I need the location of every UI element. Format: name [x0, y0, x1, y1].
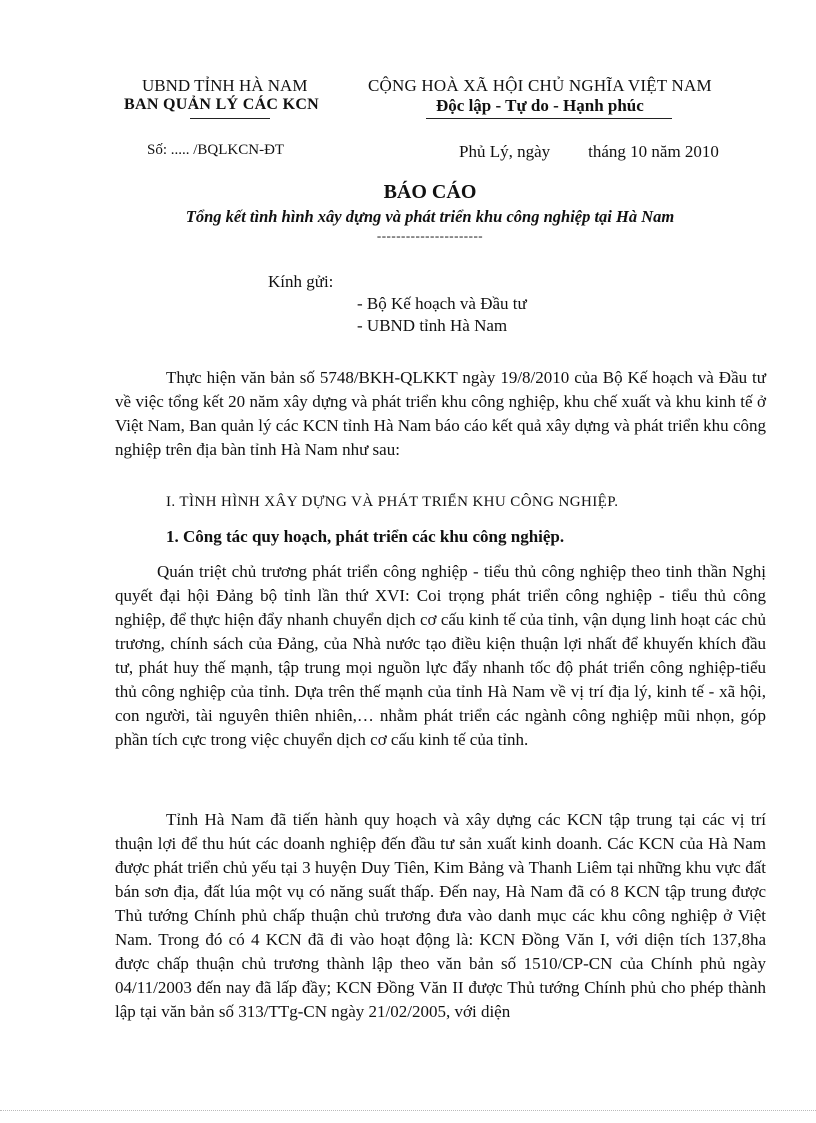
document-subtitle: Tổng kết tình hình xây dựng và phát triển khu công nghiệp tại Hà Nam	[185, 207, 675, 226]
body-paragraph: Tỉnh Hà Nam đã tiến hành quy hoạch và xây dựng các KCN tập trung tại các vị trí thuận lợi để thu hút các doanh nghiệp đến đầu tư sản xuất kinh doanh. Các KCN của Hà Nam được phát triển chủ yếu tại 3 huyện Duy Tiên, Kim Bảng và Thanh Liêm tại những khu vực đất bán sơn địa, đất lúa một vụ có năng suất thấp. Đến nay, Hà Nam đã có 8 KCN tập trung được Thủ tướng Chính phủ chấp thuận chủ trương đưa vào danh mục các khu công nghiệp ở Việt Nam. Trong đó có 4 KCN đã đi vào hoạt động là: KCN Đồng Văn I, với diện tích 137,8ha được chấp thuận chủ trương thành lập theo văn bản số 1510/CP-CN của Chính phủ ngày 04/11/2003 đến nay đã lấp đầy; KCN Đồng Văn II được Thủ tướng Chính phủ cho phép thành lập tại văn bản số 313/TTg-CN ngày 21/02/2005, với diện	[115, 810, 766, 1021]
date-month-year: tháng 10 năm 2010	[588, 142, 719, 161]
national-motto: Độc lập - Tự do - Hạnh phúc	[436, 96, 644, 115]
body-paragraph: Quán triệt chủ trương phát triển công nghiệp - tiểu thủ công nghiệp theo tinh thần Nghị quyết đại hội Đảng bộ tỉnh lần thứ XVI: Coi trọng phát triển công nghiệp - tiểu thủ công nghiệp, để thực hiện đẩy nhanh chuyển dịch cơ cấu kinh tế của tỉnh, vận dụng linh hoạt các chủ trương, chính sách của Đảng, của Nhà nước tạo điều kiện thuận lợi nhất để khuyến khích đầu tư, phát huy thế mạnh, tập trung mọi nguồn lực đẩy nhanh tốc độ phát triển công nghiệp-tiểu thủ công nghiệp của tỉnh. Dựa trên thế mạnh của tỉnh Hà Nam về vị trí địa lý, kinh tế - xã hội, con người, tài nguyên thiên nhiên,… nhằm phát triển các ngành công nghiệp mũi nhọn, góp phần tích cực trong việc chuyển dịch cơ cấu kinh tế của tỉnh.	[115, 562, 766, 749]
document-title: BÁO CÁO	[383, 181, 477, 203]
issuing-authority: UBND TỈNH HÀ NAM	[142, 76, 308, 95]
recipient-item: - UBND tỉnh Hà Nam	[357, 316, 508, 335]
national-title: CỘNG HOÀ XÃ HỘI CHỦ NGHĨA VIỆT NAM	[368, 76, 712, 95]
issuing-office: BAN QUẢN LÝ CÁC KCN	[124, 96, 320, 113]
intro-paragraph: Thực hiện văn bản số 5748/BKH-QLKKT ngày 19/8/2010 của Bộ Kế hoạch và Đầu tư về việc tổng kết 20 năm xây dựng và phát triển khu công nghiệp, khu chế xuất và khu kinh tế ở Việt Nam, Ban quản lý các KCN tỉnh Hà Nam báo cáo kết quả xây dựng và phát triển khu công nghiệp trên địa bàn tỉnh Hà Nam như sau:	[115, 368, 766, 459]
date-place: Phủ Lý, ngày	[459, 142, 551, 161]
recipients-label: Kính gửi:	[268, 272, 334, 291]
document-date	[459, 142, 719, 162]
header-divider-right	[426, 118, 672, 119]
subsection-heading: 1. Công tác quy hoạch, phát triển các khu công nghiệp.	[166, 527, 565, 546]
recipient-item: - Bộ Kế hoạch và Đầu tư	[357, 294, 527, 313]
document-number: Số: ..... /BQLKCN-ĐT	[147, 142, 285, 158]
header-divider-left	[190, 118, 270, 119]
section-heading: I. TÌNH HÌNH XÂY DỰNG VÀ PHÁT TRIỂN KHU CÔNG NGHIỆP.	[166, 494, 619, 510]
page-edge-divider	[0, 1110, 816, 1112]
title-divider: ----------------------	[376, 228, 484, 243]
